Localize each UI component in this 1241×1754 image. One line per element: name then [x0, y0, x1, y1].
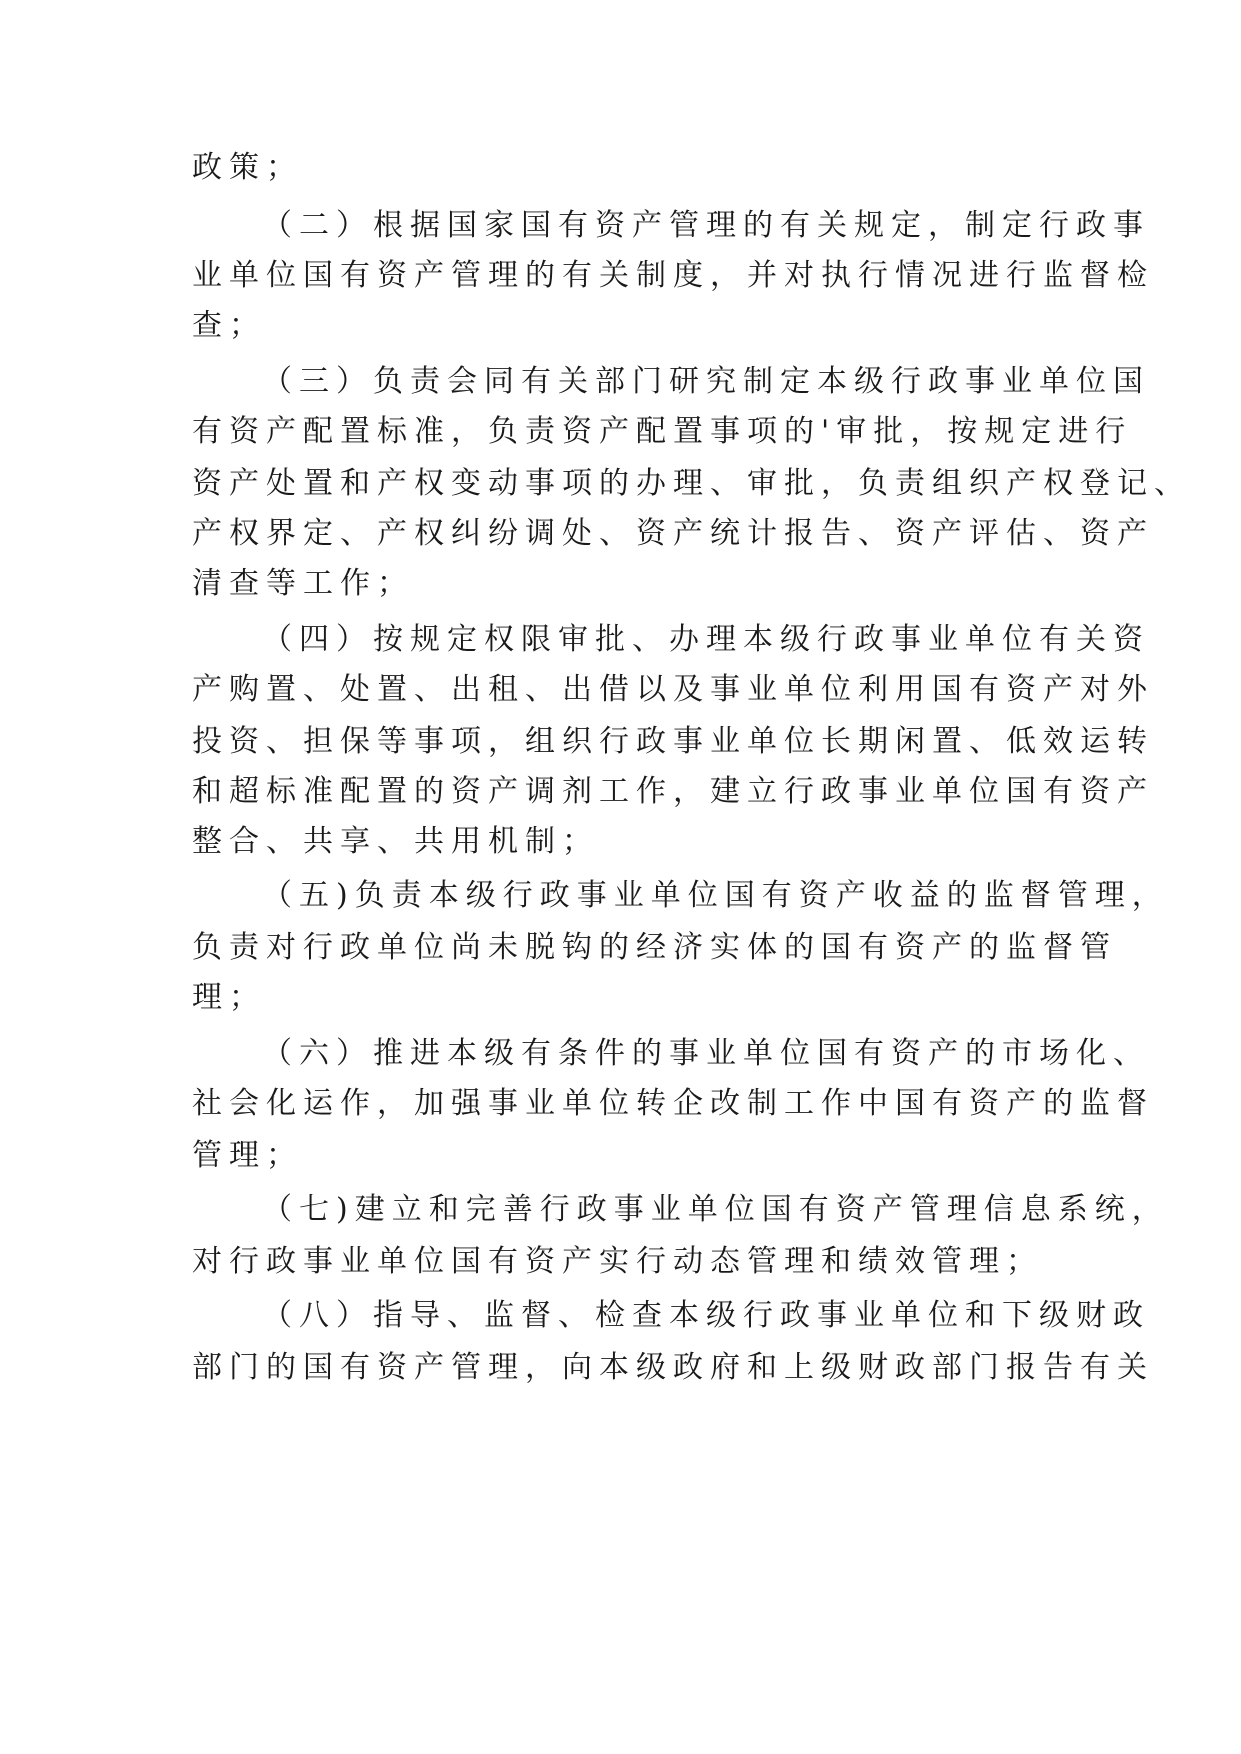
- text-line: 产购置、处置、出租、出借以及事业单位利用国有资产对外: [192, 672, 1154, 707]
- text-line: 投资、担保等事项，组织行政事业单位长期闲置、低效运转: [192, 724, 1154, 759]
- text-line: （三）负责会同有关部门研究制定本级行政事业单位国: [262, 364, 1150, 399]
- text-line: 清查等工作；: [192, 566, 414, 601]
- text-line: 有资产配置标准，负责资产配置事项的'审批，按规定进行: [192, 414, 1133, 449]
- text-line: 业单位国有资产管理的有关制度，并对执行情况进行监督检: [192, 258, 1154, 293]
- text-line: 和超标准配置的资产调剂工作，建立行政事业单位国有资产: [192, 774, 1154, 809]
- text-line: （四）按规定权限审批、办理本级行政事业单位有关资: [262, 622, 1150, 657]
- text-line: 资产处置和产权变动事项的办理、审批，负责组织产权登记、: [192, 466, 1191, 501]
- text-line: （八）指导、监督、检查本级行政事业单位和下级财政: [262, 1298, 1150, 1333]
- text-line: 管理；: [192, 1138, 303, 1173]
- text-line: 查；: [192, 308, 266, 343]
- text-line: （二）根据国家国有资产管理的有关规定，制定行政事: [262, 208, 1150, 243]
- text-line: （五)负责本级行政事业单位国有资产收益的监督管理，: [262, 878, 1169, 913]
- text-line: 政策；: [192, 150, 303, 185]
- text-line: 部门的国有资产管理，向本级政府和上级财政部门报告有关: [192, 1350, 1154, 1385]
- text-line: （七)建立和完善行政事业单位国有资产管理信息系统，: [262, 1192, 1169, 1227]
- text-line: 对行政事业单位国有资产实行动态管理和绩效管理；: [192, 1244, 1043, 1279]
- text-line: 理；: [192, 980, 266, 1015]
- text-line: 产权界定、产权纠纷调处、资产统计报告、资产评估、资产: [192, 516, 1154, 551]
- text-line: 社会化运作，加强事业单位转企改制工作中国有资产的监督: [192, 1086, 1154, 1121]
- text-line: 负责对行政单位尚未脱钩的经济实体的国有资产的监督管: [192, 930, 1117, 965]
- text-line: （六）推进本级有条件的事业单位国有资产的市场化、: [262, 1036, 1150, 1071]
- text-line: 整合、共享、共用机制；: [192, 824, 599, 859]
